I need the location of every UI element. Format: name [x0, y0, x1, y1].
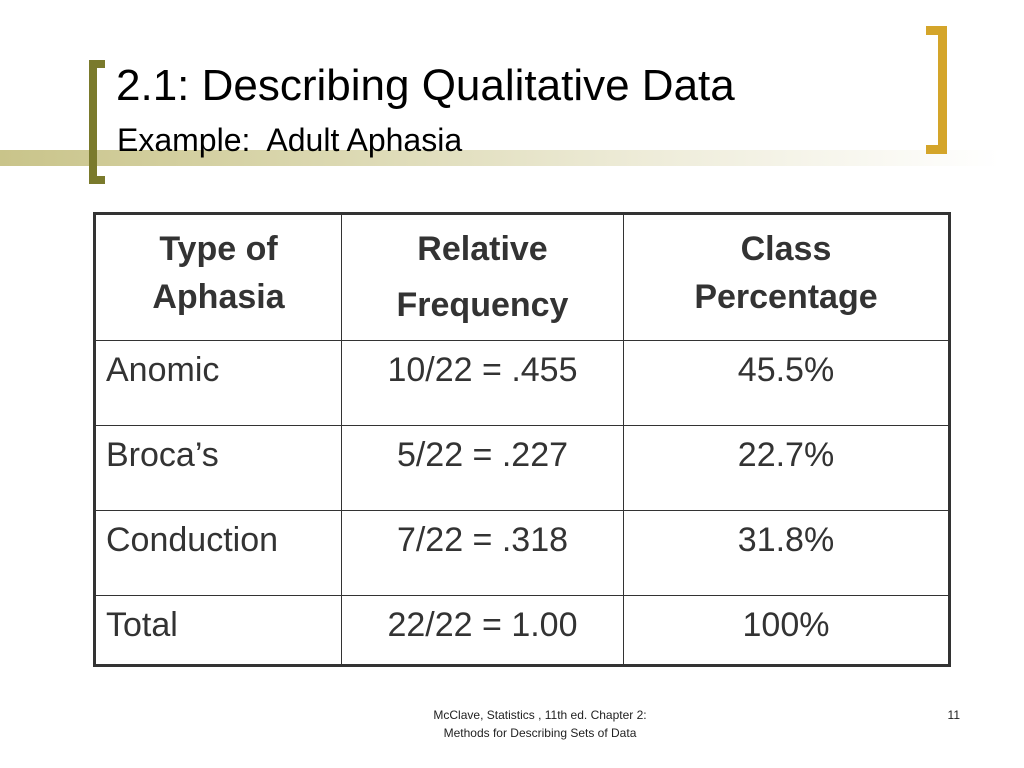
header-text-line: Type of [159, 230, 278, 268]
header-text-line: Aphasia [152, 278, 285, 316]
cell-class-percentage: 45.5% [624, 341, 950, 426]
footer-line: McClave, Statistics , 11th ed. Chapter 2: [433, 708, 647, 722]
cell-relative-frequency: 5/22 = .227 [342, 426, 624, 511]
page-number: 11 [947, 708, 960, 722]
table-row [95, 511, 950, 596]
header-type-of-aphasia [95, 214, 342, 341]
table-header-row [95, 214, 950, 341]
header-class-percentage [624, 214, 950, 341]
cell-class-percentage: 22.7% [624, 426, 950, 511]
header-text-line: Percentage [694, 278, 878, 316]
cell-type: Anomic [95, 341, 342, 426]
header-relative-frequency [342, 214, 624, 341]
footer-line: Methods for Describing Sets of Data [443, 726, 637, 740]
table-row [95, 426, 950, 511]
left-bracket-decoration [89, 60, 105, 184]
cell-class-percentage: 31.8% [624, 511, 950, 596]
cell-relative-frequency: 22/22 = 1.00 [342, 596, 624, 666]
header-text-line: Relative [417, 230, 548, 268]
header-text-line: Class [740, 230, 832, 268]
slide-footer [380, 706, 700, 742]
cell-type: Broca’s [95, 426, 342, 511]
table-row [95, 341, 950, 426]
slide-subtitle: Example: Adult Aphasia [117, 122, 463, 158]
cell-type: Total [95, 596, 342, 666]
header-text-line: Frequency [396, 286, 569, 324]
cell-type: Conduction [95, 511, 342, 596]
cell-relative-frequency: 7/22 = .318 [342, 511, 624, 596]
slide-title: 2.1: Describing Qualitative Data [116, 61, 735, 110]
right-bracket-decoration [926, 26, 947, 154]
cell-relative-frequency: 10/22 = .455 [342, 341, 624, 426]
cell-class-percentage: 100% [624, 596, 950, 666]
table-total-row [95, 596, 950, 666]
frequency-table [93, 212, 951, 667]
